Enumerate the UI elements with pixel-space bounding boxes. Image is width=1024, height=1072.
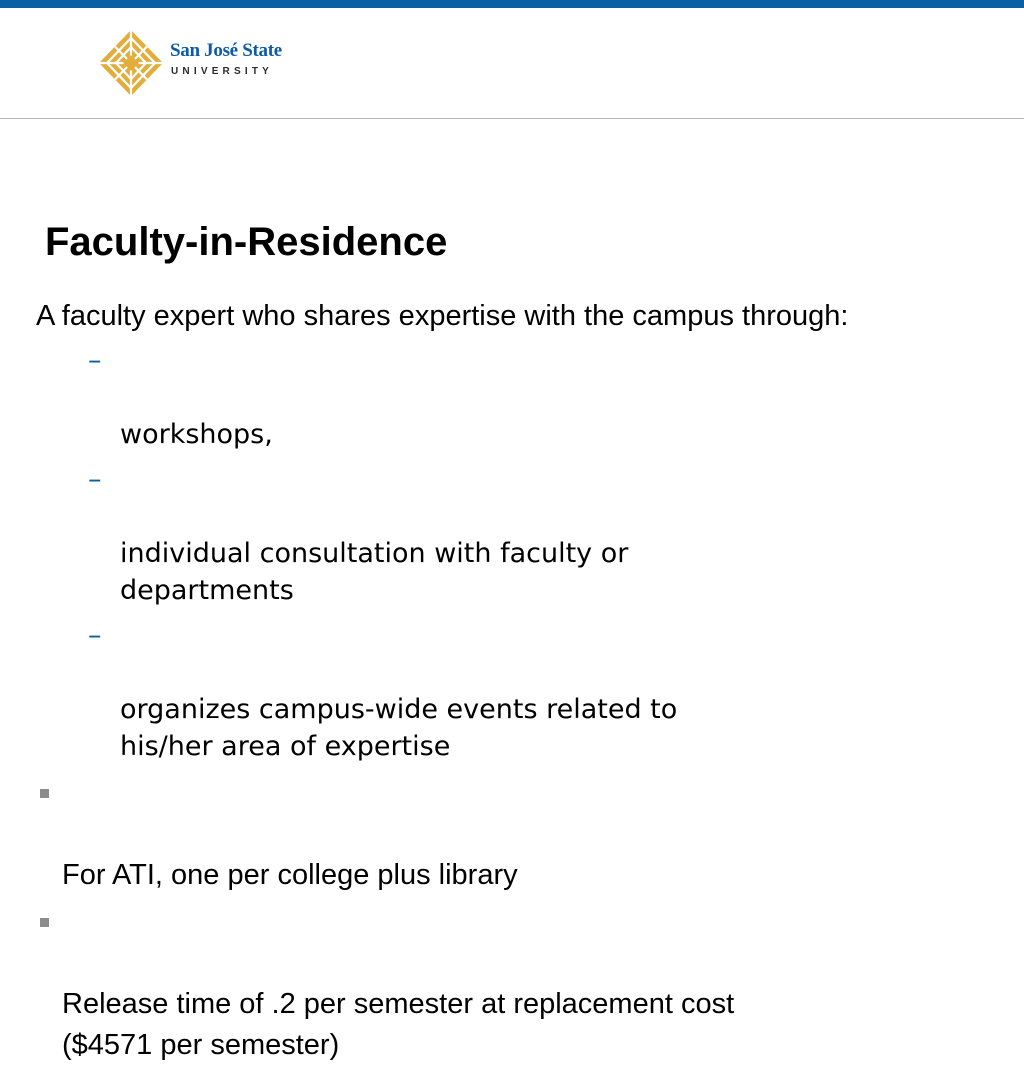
- dash-marker: –: [88, 345, 102, 376]
- dash-marker: –: [88, 464, 102, 495]
- slide-title: Faculty-in-Residence: [45, 220, 448, 264]
- sub-bullet-item: [36, 461, 936, 609]
- main-bullet-item: [36, 902, 936, 1066]
- intro-text: A faculty expert who shares expertise with the campus through:: [36, 300, 849, 332]
- sub-bullet-text: individual consultation with faculty or departments: [120, 538, 629, 606]
- sub-bullet-item: [36, 617, 936, 765]
- square-bullet-icon: [40, 789, 49, 798]
- header-divider: [0, 118, 1024, 119]
- sjsu-diamond-logo-icon: [97, 28, 165, 98]
- slide-body: [36, 296, 936, 1072]
- top-accent-bar: [0, 0, 1024, 8]
- logo-name: San José State: [170, 40, 282, 61]
- university-logo[interactable]: [97, 28, 297, 100]
- logo-subtitle: UNIVERSITY: [171, 66, 274, 77]
- main-bullet-list: [36, 773, 936, 1066]
- main-bullet-text: Release time of .2 per semester at replacement cost ($4571 per semester): [62, 988, 735, 1061]
- main-bullet-item: [36, 773, 936, 896]
- sub-bullet-text: workshops,: [120, 419, 273, 450]
- square-bullet-icon: [40, 918, 49, 927]
- sub-bullet-list: [36, 342, 936, 765]
- dash-marker: –: [88, 620, 102, 651]
- sub-bullet-text: organizes campus-wide events related to his/her area of expertise: [120, 694, 678, 762]
- sub-bullet-item: [36, 342, 936, 453]
- main-bullet-text: For ATI, one per college plus library: [62, 859, 518, 891]
